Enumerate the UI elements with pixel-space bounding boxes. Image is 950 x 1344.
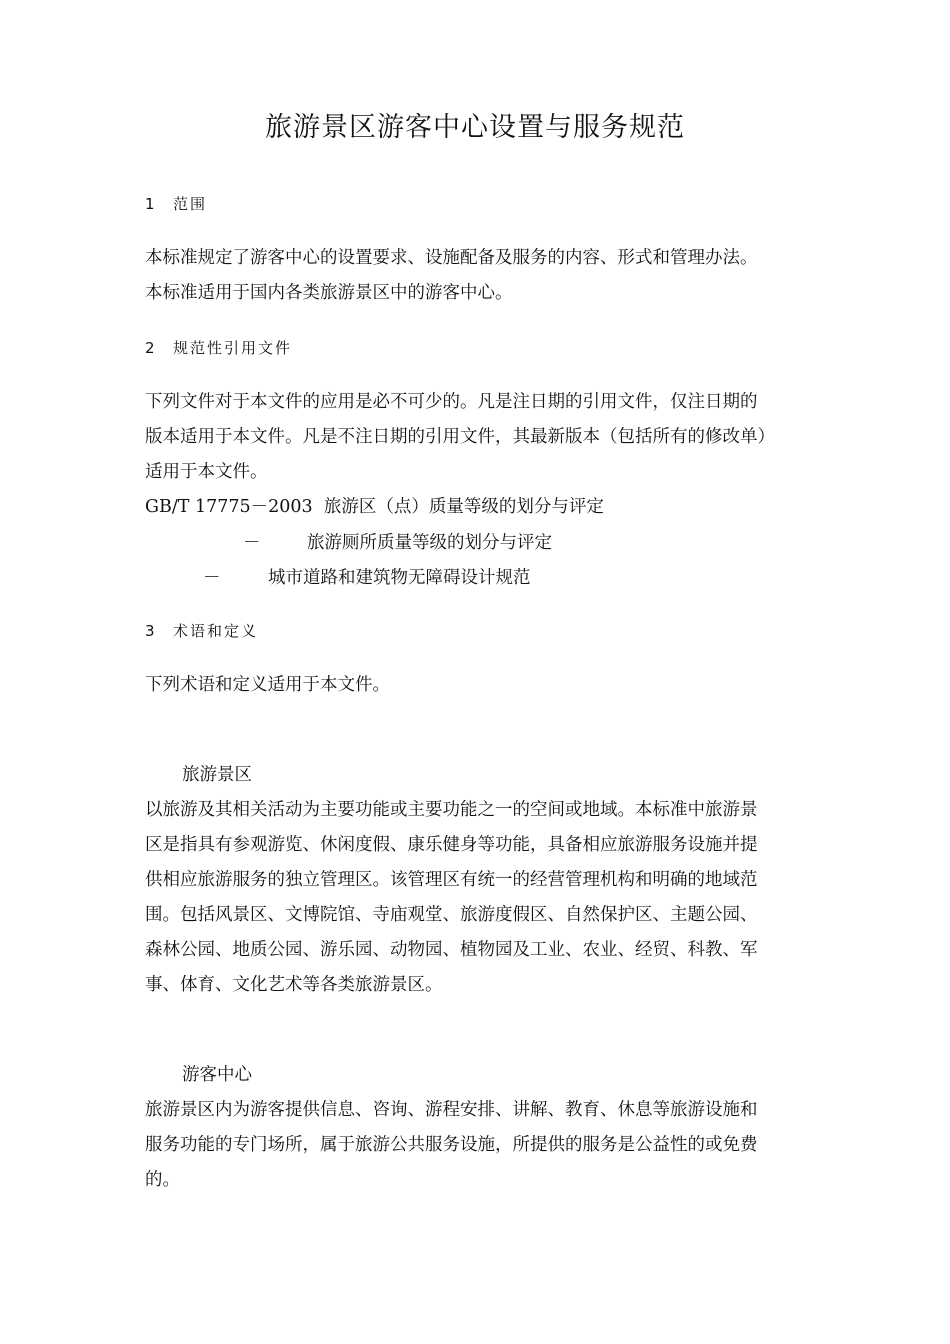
- section-title: 术语和定义: [173, 622, 259, 640]
- section-2-heading: [145, 337, 292, 359]
- reference-name: 城市道路和建筑物无障碍设计规范: [268, 568, 531, 588]
- section-2-body: [145, 385, 815, 490]
- reference-code: －: [203, 568, 221, 588]
- section-1-heading: [145, 193, 207, 215]
- document-title: 旅游景区游客中心设置与服务规范: [265, 112, 685, 143]
- reference-name: 旅游厕所质量等级的划分与评定: [307, 533, 552, 553]
- section-number: 1: [145, 195, 157, 213]
- reference-item-name: [268, 561, 531, 596]
- section-1-body: [145, 241, 815, 311]
- paragraph-line: 服务功能的专门场所，属于旅游公共服务设施，所提供的服务是公益性的或免费: [145, 1135, 758, 1155]
- paragraph-line: 下列术语和定义适用于本文件。: [145, 675, 390, 695]
- paragraph-line: 事、体育、文化艺术等各类旅游景区。: [145, 975, 443, 995]
- term-definition: [145, 1093, 815, 1198]
- paragraph-line: 旅游景区内为游客提供信息、咨询、游程安排、讲解、教育、休息等旅游设施和: [145, 1100, 758, 1120]
- paragraph-line: 下列文件对于本文件的应用是必不可少的。凡是注日期的引用文件，仅注日期的: [145, 392, 758, 412]
- section-number: 2: [145, 339, 157, 357]
- paragraph-line: 版本适用于本文件。凡是不注日期的引用文件，其最新版本（包括所有的修改单）: [145, 427, 775, 447]
- section-title: 范围: [173, 195, 208, 213]
- paragraph-line: 供相应旅游服务的独立管理区。该管理区有统一的经营管理机构和明确的地域范: [145, 870, 758, 890]
- paragraph-line: 森林公园、地质公园、游乐园、动物园、植物园及工业、农业、经贸、科教、军: [145, 940, 758, 960]
- paragraph-line: 适用于本文件。: [145, 462, 268, 482]
- paragraph-line: 本标准规定了游客中心的设置要求、设施配备及服务的内容、形式和管理办法。: [145, 248, 758, 268]
- reference-item: [243, 526, 261, 561]
- term-title: 游客中心: [182, 1065, 252, 1085]
- section-3-heading: [145, 620, 258, 642]
- term-definition: [145, 793, 815, 1003]
- paragraph-line: 区是指具有参观游览、休闲度假、康乐健身等功能，具备相应旅游服务设施并提: [145, 835, 758, 855]
- reference-name: 旅游区（点）质量等级的划分与评定: [323, 497, 604, 517]
- paragraph-line: 本标准适用于国内各类旅游景区中的游客中心。: [145, 283, 513, 303]
- section-number: 3: [145, 622, 157, 640]
- reference-code: －: [243, 533, 261, 553]
- section-title: 规范性引用文件: [173, 339, 293, 357]
- paragraph-line: 围。包括风景区、文博院馆、寺庙观堂、旅游度假区、自然保护区、主题公园、: [145, 905, 758, 925]
- reference-item: [145, 490, 604, 525]
- reference-item-name: [307, 526, 552, 561]
- section-3-body: [145, 668, 815, 703]
- paragraph-line: 的。: [145, 1170, 180, 1190]
- term-title: 旅游景区: [182, 765, 252, 785]
- reference-code: GB/T 17775－2003: [145, 497, 313, 517]
- paragraph-line: 以旅游及其相关活动为主要功能或主要功能之一的空间或地域。本标准中旅游景: [145, 800, 758, 820]
- reference-item: [203, 561, 221, 596]
